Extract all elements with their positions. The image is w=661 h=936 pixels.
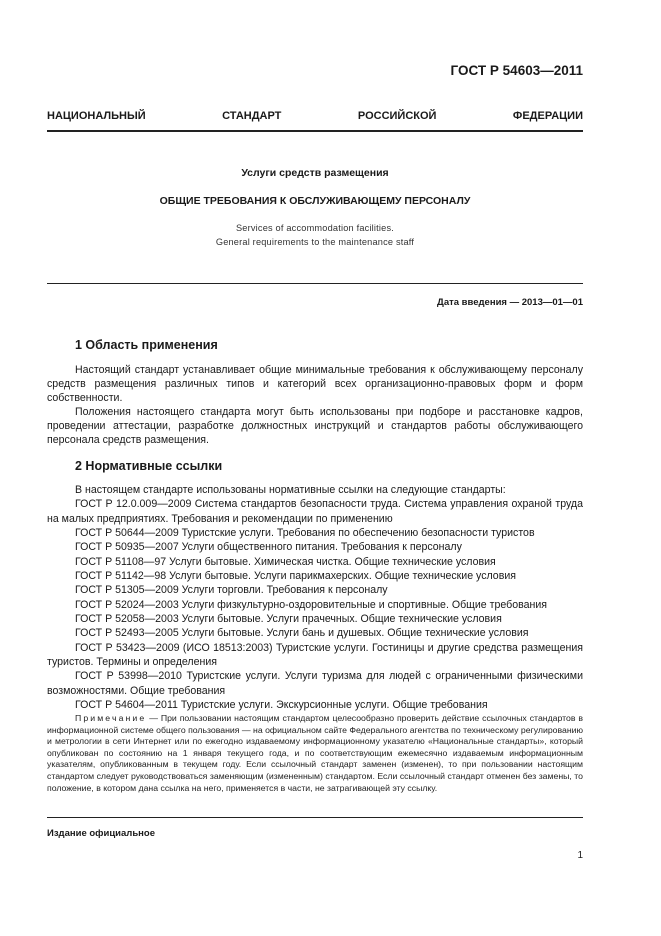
reference-item: ГОСТ Р 50644—2009 Туристские услуги. Требования по обеспечению безопасности туристов [75,527,535,540]
section-1-body [47,363,583,447]
references-note [47,713,583,794]
introduction-date: Дата введения — 2013—01—01 [437,297,583,308]
reference-list [47,497,583,712]
reference-item: ГОСТ Р 51108—97 Услуги бытовые. Химическая чистка. Общие технические условия [75,555,496,568]
reference-item: ГОСТ Р 52493—2005 Услуги бытовые. Услуги бань и душевых. Общие технические условия [75,627,529,640]
official-edition-label: Издание официальное [47,828,155,839]
standard-subtitle: Услуги средств размещения [241,167,389,179]
normative-references [47,483,583,713]
reference-item: ГОСТ Р 51142—98 Услуги бытовые. Услуги парикмахерских. Общие технические условия [75,570,516,583]
reference-item: ГОСТ Р 52058—2003 Услуги бытовые. Услуги прачечных. Общие технические условия [75,613,502,626]
document-code: ГОСТ Р 54603—2011 [450,63,583,78]
national-standard-banner: НАЦИОНАЛЬНЫЙ СТАНДАРТ РОССИЙСКОЙ ФЕДЕРАЦИИ [47,110,583,122]
note-text: — При пользовании настоящим стандартом целесообразно проверить действие ссылочных стандартов в информационной системе общего пользования — на официальном сайте Федерального агентства по техническому регулированию и метрологии в сети Интернет или по ежегодно издаваемому информационному указателю «Национальные стандарты», который опубликован по состоянию на 1 января текущего года, и по соответствующим ежемесячно издаваемым информационным указателям, опубликованным в текущем году. Если ссылочный стандарт заменен (изменен), то при пользовании настоящим стандартом следует руководствоваться заменяющим (измененным) стандартом. Если ссылочный стандарт отменен без замены, то положение, в котором дана ссылка на него, применяется в части, не затрагивающей эту ссылку. [47,713,583,793]
english-title-line-1: Services of accommodation facilities. [235,223,395,233]
reference-item: ГОСТ Р 53423—2009 (ИСО 18513:2003) Туристские услуги. Гостиницы и другие средства размещения туристов. Термины и определения [47,641,583,669]
section-2-heading: 2 Нормативные ссылки [75,459,223,473]
references-intro: В настоящем стандарте использованы нормативные ссылки на следующие стандарты: [75,484,506,496]
section-1-paragraph-1: Настоящий стандарт устанавливает общие минимальные требования к обслуживающему персоналу средств размещения различных типов и категорий всех организационно-правовых форм и форм собственности. [47,364,583,404]
reference-item: ГОСТ Р 50935—2007 Услуги общественного питания. Требования к персоналу [75,541,462,554]
standard-title: ОБЩИЕ ТРЕБОВАНИЯ К ОБСЛУЖИВАЮЩЕМУ ПЕРСОНАЛУ [159,195,471,207]
section-1-paragraph-2: Положения настоящего стандарта могут быть использованы при подборе и расстановке кадров, проведении аттестации, разработке должностных инструкций и стандартов работы обслуживающего персонала средств размещения. [47,406,583,446]
reference-item: ГОСТ Р 54604—2011 Туристские услуги. Экскурсионные услуги. Общие требования [75,699,488,712]
standard-title-english [47,222,583,249]
reference-item: ГОСТ Р 53998—2010 Туристские услуги. Услуги туризма для людей с ограниченными физическими возможностями. Общие требования [47,670,583,697]
footer-rule [47,817,583,818]
header-rule [47,130,583,132]
page-number: 1 [577,850,583,861]
note-label: Примечание [75,713,147,723]
reference-item: ГОСТ Р 52024—2003 Услуги физкультурно-оздоровительные и спортивные. Общие требования [75,598,547,611]
title-rule [47,283,583,284]
reference-item: ГОСТ Р 12.0.009—2009 Система стандартов безопасности труда. Система управления охраной труда на малых предприятиях. Требования и рекомендации по применению [47,498,583,525]
english-title-line-2: General requirements to the maintenance staff [215,236,415,247]
section-1-heading: 1 Область применения [75,338,218,352]
reference-item: ГОСТ Р 51305—2009 Услуги торговли. Требования к персоналу [75,584,388,597]
